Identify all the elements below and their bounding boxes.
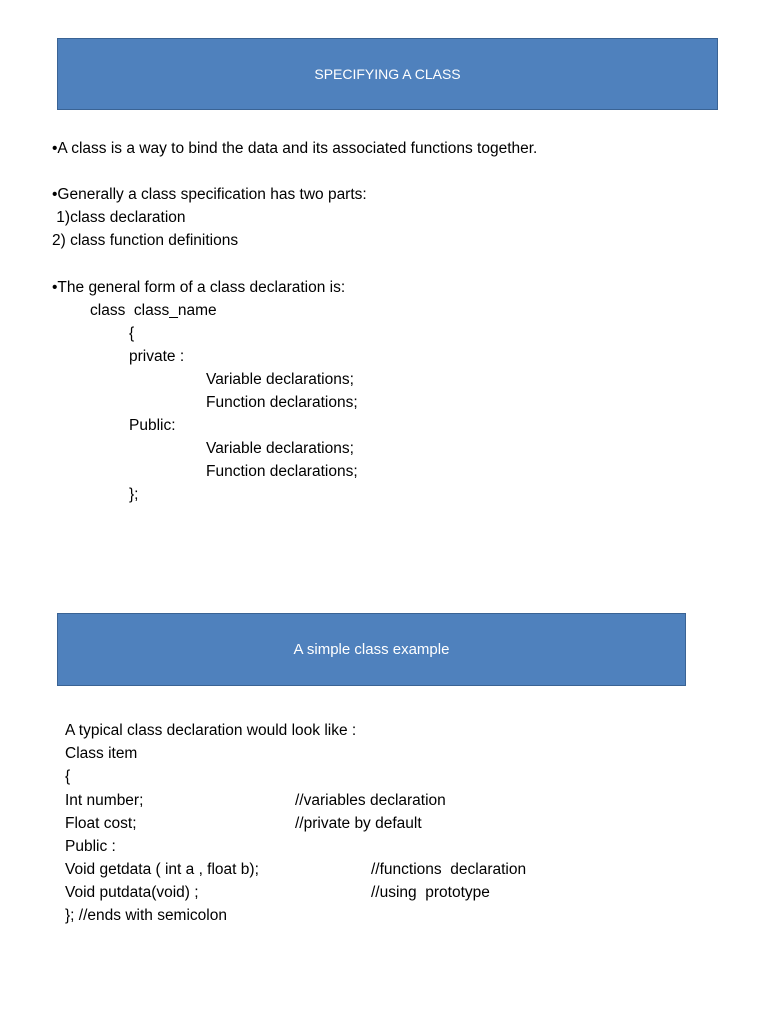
code-line: Public: (129, 417, 176, 434)
code-line: }; //ends with semicolon (65, 907, 227, 924)
bullet-text: •Generally a class specification has two parts: (52, 186, 367, 203)
code-line: Void getdata ( int a , float b); (65, 861, 259, 878)
list-item: 1)class declaration (52, 209, 186, 226)
slide-title-banner (57, 38, 718, 110)
code-line: Variable declarations; (206, 371, 354, 388)
slide-title: SPECIFYING A CLASS (314, 66, 461, 82)
code-line: private : (129, 348, 185, 365)
code-line: Function declarations; (206, 394, 358, 411)
code-line: Class item (65, 745, 138, 762)
code-line: Variable declarations; (206, 440, 354, 457)
code-line: { (65, 768, 71, 785)
code-line: class class_name (90, 302, 217, 319)
bullet-text: •The general form of a class declaration is: (52, 279, 346, 296)
code-comment: //using prototype (371, 884, 490, 901)
slide-title-banner (57, 613, 686, 686)
bullet-text: •A class is a way to bind the data and its associated functions together. (52, 140, 538, 157)
code-line: Int number; (65, 792, 144, 809)
code-line: Function declarations; (206, 463, 358, 480)
code-line: { (129, 325, 135, 342)
code-comment: //variables declaration (295, 792, 446, 809)
code-line: Public : (65, 838, 116, 855)
code-line: Void putdata(void) ; (65, 884, 199, 901)
list-item: 2) class function definitions (52, 232, 239, 249)
code-comment: //functions declaration (371, 861, 527, 878)
slide-title: A simple class example (293, 641, 450, 658)
code-line: }; (129, 486, 139, 503)
code-line: Float cost; (65, 815, 137, 832)
intro-text: A typical class declaration would look like : (65, 722, 357, 739)
code-comment: //private by default (295, 815, 422, 832)
